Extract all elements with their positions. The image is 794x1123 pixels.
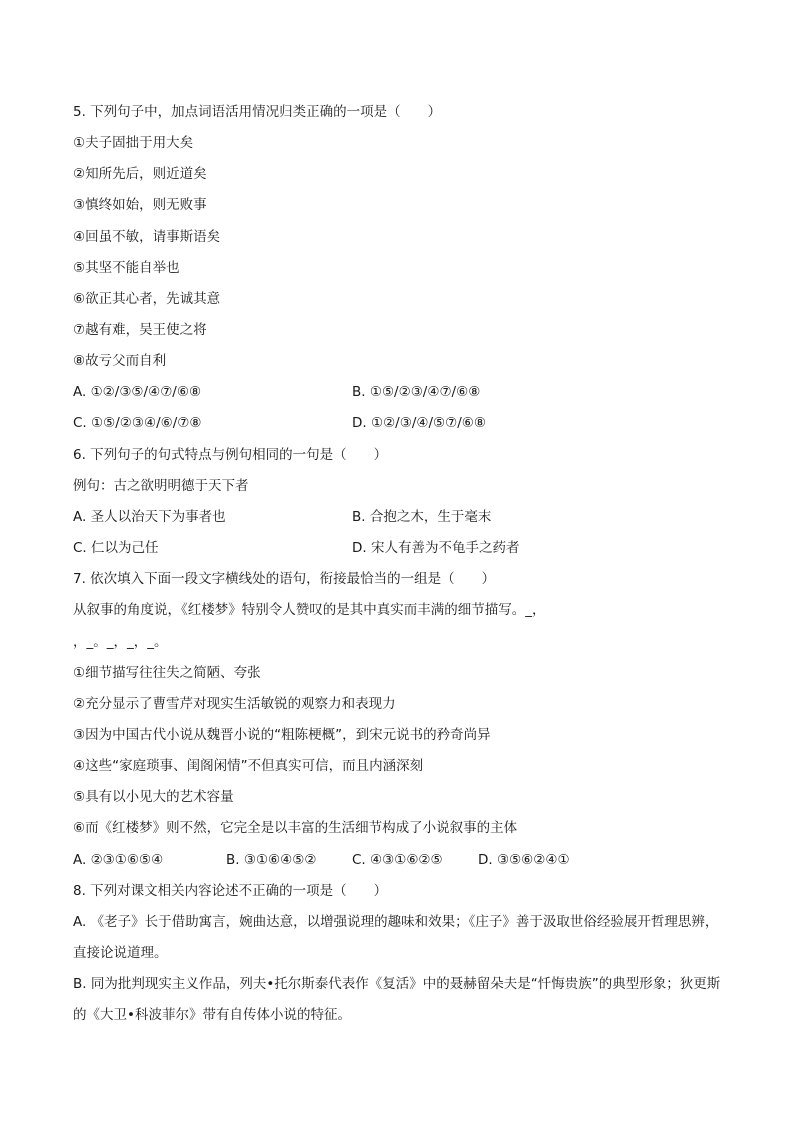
q7-option-d: D. ③⑤⑥②④① bbox=[478, 852, 570, 868]
q7-option-c: C. ④③①⑥②⑤ bbox=[352, 852, 443, 868]
q5-stem: 5. 下列句子中，加点词语活用情况归类正确的一项是（ ） bbox=[73, 104, 442, 120]
q7-item-1: ①细节描写往往失之简陋、夸张 bbox=[73, 665, 261, 681]
q7-item-2: ②充分显示了曹雪芹对现实生活敏锐的观察力和表现力 bbox=[73, 696, 396, 712]
q5-item-3: ③慎终如始，则无败事 bbox=[73, 197, 207, 213]
q5-item-2: ②知所先后，则近道矣 bbox=[73, 166, 207, 182]
q6-example: 例句：古之欲明明德于天下者 bbox=[73, 478, 249, 494]
q5-item-8: ⑧故亏父而自利 bbox=[73, 353, 167, 369]
q5-option-b: B. ①⑤/②③/④⑦/⑥⑧ bbox=[352, 384, 481, 400]
q5-option-c: C. ①⑤/②③④/⑥/⑦⑧ bbox=[73, 415, 202, 431]
q5-option-d: D. ①②/③/④/⑤⑦/⑥⑧ bbox=[352, 415, 486, 431]
q7-item-5: ⑤具有以小见大的艺术容量 bbox=[73, 789, 234, 805]
q8-option-a: A. 《老子》长于借助寓言，婉曲达意，以增强说理的趣味和效果；《庄子》善于汲取世俗经验展开哲理思辨，直接论说道理。 bbox=[73, 914, 719, 961]
q8-stem: 8. 下列对课文相关内容论述不正确的一项是（ ） bbox=[73, 883, 388, 899]
q8-option-b: B. 同为批判现实主义作品，列夫•托尔斯泰代表作《复活》中的聂赫留朵夫是“忏悔贵族”的典型形象；狄更斯的《大卫•科波菲尔》带有自传体小说的特征。 bbox=[73, 976, 721, 1023]
q6-option-a: A. 圣人以治天下为事者也 bbox=[73, 509, 226, 525]
q5-item-7: ⑦越有难，吴王使之将 bbox=[73, 322, 207, 338]
q5-item-4: ④回虽不敏，请事斯语矣 bbox=[73, 229, 221, 245]
q7-item-3: ③因为中国古代小说从魏晋小说的“粗陈梗概”，到宋元说书的矜奇尚异 bbox=[73, 727, 491, 743]
q7-option-b: B. ③①⑥④⑤② bbox=[226, 852, 317, 868]
q7-option-a: A. ②③①⑥⑤④ bbox=[73, 852, 164, 868]
q7-item-4: ④这些“家庭琐事、闺阁闲情”不但真实可信，而且内涵深刻 bbox=[73, 758, 424, 774]
q6-stem: 6. 下列句子的句式特点与例句相同的一句是（ ） bbox=[73, 447, 388, 463]
q7-passage-line-2: ，_。_，_，_。 bbox=[73, 634, 168, 650]
q6-option-b: B. 合抱之木，生于毫末 bbox=[352, 509, 492, 525]
q7-passage-line-1: 从叙事的角度说，《红楼梦》特别令人赞叹的是其中真实而丰满的细节描写。_， bbox=[73, 602, 546, 618]
q6-option-d: D. 宋人有善为不龟手之药者 bbox=[352, 540, 520, 556]
q6-option-c: C. 仁以为己任 bbox=[73, 540, 159, 556]
q5-item-5: ⑤其坚不能自举也 bbox=[73, 260, 180, 276]
q5-option-a: A. ①②/③⑤/④⑦/⑥⑧ bbox=[73, 384, 202, 400]
q7-item-6: ⑥而《红楼梦》则不然，它完全是以丰富的生活细节构成了小说叙事的主体 bbox=[73, 820, 518, 836]
q5-item-1: ①夫子固拙于用大矣 bbox=[73, 135, 194, 151]
q7-stem: 7. 依次填入下面一段文字横线处的语句，衔接最恰当的一组是（ ） bbox=[73, 571, 496, 587]
q5-item-6: ⑥欲正其心者，先诚其意 bbox=[73, 291, 221, 307]
